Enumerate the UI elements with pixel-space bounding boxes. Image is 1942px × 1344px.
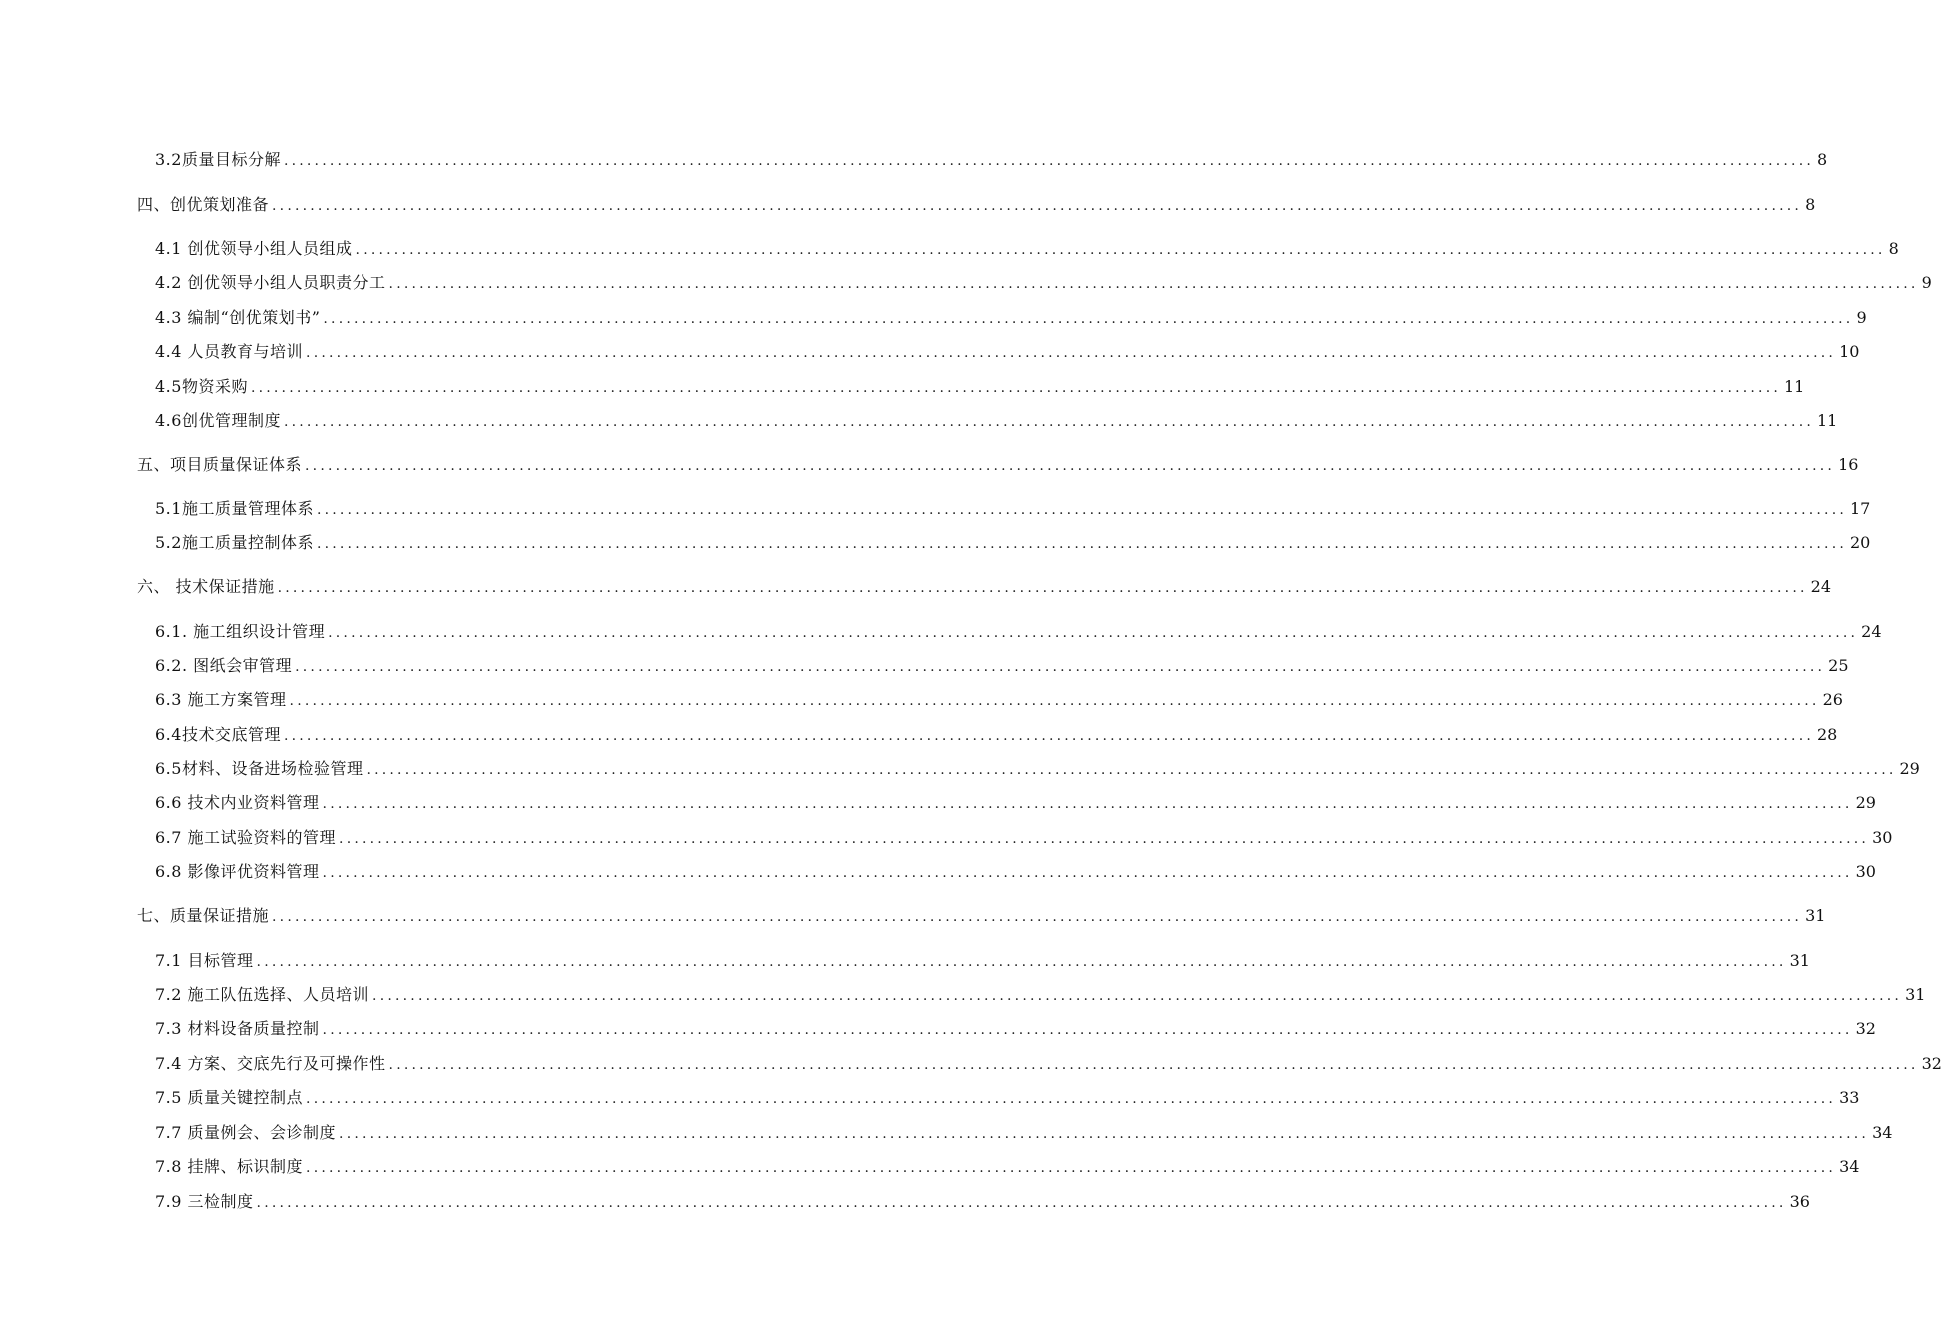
toc-entry[interactable] [155, 653, 1849, 679]
toc-dot-leader: ........................................................................................................................................................................................................ [322, 865, 1853, 881]
toc-entry[interactable] [155, 408, 1838, 434]
toc-page-number: 20 [1850, 533, 1871, 552]
toc-page-number: 32 [1855, 1019, 1876, 1038]
toc-entry[interactable] [155, 1016, 1876, 1042]
toc-dot-leader: ........................................................................................................................................................................................................ [305, 458, 1836, 474]
toc-entry[interactable] [137, 903, 1826, 929]
toc-entry[interactable] [155, 790, 1876, 816]
toc-entry[interactable] [155, 305, 1867, 331]
toc-entry-title: 7.8 挂牌、标识制度 [155, 1157, 304, 1176]
toc-dot-leader: ........................................................................................................................................................................................................ [306, 1160, 1837, 1176]
toc-entry[interactable] [137, 574, 1831, 600]
toc-entry[interactable] [155, 339, 1860, 365]
toc-entry[interactable] [155, 982, 1926, 1008]
toc-page-number: 29 [1855, 793, 1876, 812]
toc-page-number: 9 [1856, 308, 1867, 327]
toc-page-number: 30 [1872, 828, 1893, 847]
toc-dot-leader: ........................................................................................................................................................................................................ [323, 311, 1854, 327]
toc-page-number: 34 [1839, 1157, 1860, 1176]
toc-entry[interactable] [137, 192, 1816, 218]
toc-page-number: 34 [1872, 1123, 1893, 1142]
toc-entry-title: 4.3 编制“创优策划书” [155, 308, 321, 327]
toc-entry-title: 6.5材料、设备进场检验管理 [155, 759, 364, 778]
toc-entry-title: 5.1施工质量管理体系 [155, 499, 314, 518]
toc-entry-title: 6.4技术交底管理 [155, 725, 281, 744]
toc-entry-title: 7.4 方案、交底先行及可操作性 [155, 1054, 386, 1073]
toc-entry-title: 3.2质量目标分解 [155, 150, 281, 169]
toc-entry-title: 7.2 施工队伍选择、人员培训 [155, 985, 370, 1004]
toc-entry-title: 4.1 创优领导小组人员组成 [155, 239, 353, 258]
toc-dot-leader: ........................................................................................................................................................................................................ [306, 345, 1837, 361]
toc-dot-leader: ........................................................................................................................................................................................................ [388, 1057, 1919, 1073]
toc-entry[interactable] [155, 530, 1871, 556]
toc-page-number: 32 [1921, 1054, 1942, 1073]
toc-page-number: 28 [1817, 725, 1838, 744]
toc-entry[interactable] [155, 1189, 1810, 1215]
toc-entry-title: 5.2施工质量控制体系 [155, 533, 314, 552]
toc-entry[interactable] [137, 452, 1859, 478]
toc-page-number: 8 [1805, 195, 1816, 214]
toc-page-number: 9 [1921, 273, 1932, 292]
toc-entry-title: 4.6创优管理制度 [155, 411, 281, 430]
toc-entry[interactable] [155, 270, 1932, 296]
toc-entry-title: 6.7 施工试验资料的管理 [155, 828, 337, 847]
toc-dot-leader: ........................................................................................................................................................................................................ [316, 536, 1847, 552]
toc-entry-title: 五、项目质量保证体系 [137, 455, 303, 474]
toc-page-number: 36 [1789, 1192, 1810, 1211]
toc-entry-title: 7.9 三检制度 [155, 1192, 254, 1211]
toc-entry[interactable] [155, 496, 1871, 522]
toc-entry-title: 4.4 人员教育与培训 [155, 342, 304, 361]
toc-entry-title: 7.3 材料设备质量控制 [155, 1019, 320, 1038]
toc-page-number: 25 [1828, 656, 1849, 675]
toc-dot-leader: ........................................................................................................................................................................................................ [289, 693, 1820, 709]
toc-page-number: 30 [1855, 862, 1876, 881]
toc-entry-title: 7.1 目标管理 [155, 951, 254, 970]
toc-entry[interactable] [155, 948, 1810, 974]
toc-entry-title: 4.5物资采购 [155, 377, 248, 396]
toc-entry[interactable] [155, 1120, 1893, 1146]
toc-dot-leader: ........................................................................................................................................................................................................ [339, 831, 1870, 847]
toc-entry-title: 六、 技术保证措施 [137, 577, 275, 596]
toc-page-number: 24 [1861, 622, 1882, 641]
toc-entry-title: 6.3 施工方案管理 [155, 690, 287, 709]
toc-entry-title: 6.8 影像评优资料管理 [155, 862, 320, 881]
toc-entry-title: 7.7 质量例会、会诊制度 [155, 1123, 337, 1142]
toc-entry[interactable] [155, 859, 1876, 885]
toc-dot-leader: ........................................................................................................................................................................................................ [355, 242, 1886, 258]
toc-page-number: 24 [1810, 577, 1831, 596]
toc-page-number: 26 [1822, 690, 1843, 709]
toc-dot-leader: ........................................................................................................................................................................................................ [322, 796, 1853, 812]
toc-dot-leader: ........................................................................................................................................................................................................ [283, 153, 1814, 169]
toc-dot-leader: ........................................................................................................................................................................................................ [272, 909, 1803, 925]
toc-dot-leader: ........................................................................................................................................................................................................ [256, 1195, 1787, 1211]
toc-entry[interactable] [155, 1085, 1860, 1111]
toc-dot-leader: ........................................................................................................................................................................................................ [306, 1091, 1837, 1107]
toc-page-number: 17 [1850, 499, 1871, 518]
toc-page-number: 8 [1817, 150, 1828, 169]
toc-dot-leader: ........................................................................................................................................................................................................ [283, 728, 1814, 744]
toc-dot-leader: ........................................................................................................................................................................................................ [372, 988, 1903, 1004]
toc-entry-title: 四、创优策划准备 [137, 195, 270, 214]
toc-page-number: 33 [1839, 1088, 1860, 1107]
toc-dot-leader: ........................................................................................................................................................................................................ [339, 1126, 1870, 1142]
toc-page-number: 10 [1839, 342, 1860, 361]
toc-entry[interactable] [155, 756, 1920, 782]
toc-dot-leader: ........................................................................................................................................................................................................ [322, 1022, 1853, 1038]
toc-entry[interactable] [155, 374, 1805, 400]
toc-entry-title: 6.1. 施工组织设计管理 [155, 622, 326, 641]
toc-entry-title: 七、质量保证措施 [137, 906, 270, 925]
toc-entry[interactable] [155, 1051, 1942, 1077]
toc-entry[interactable] [155, 722, 1838, 748]
toc-dot-leader: ........................................................................................................................................................................................................ [283, 414, 1814, 430]
toc-dot-leader: ........................................................................................................................................................................................................ [328, 625, 1859, 641]
toc-page-number: 31 [1789, 951, 1810, 970]
toc-dot-leader: ........................................................................................................................................................................................................ [277, 580, 1808, 596]
toc-entry[interactable] [155, 1154, 1860, 1180]
toc-dot-leader: ........................................................................................................................................................................................................ [316, 502, 1847, 518]
toc-page-number: 31 [1905, 985, 1926, 1004]
toc-dot-leader: ........................................................................................................................................................................................................ [250, 380, 1781, 396]
toc-entry[interactable] [155, 619, 1882, 645]
toc-dot-leader: ........................................................................................................................................................................................................ [295, 659, 1826, 675]
toc-entry[interactable] [155, 147, 1828, 173]
toc-page-number: 16 [1838, 455, 1859, 474]
toc-entry[interactable] [155, 825, 1893, 851]
toc-dot-leader: ........................................................................................................................................................................................................ [388, 276, 1919, 292]
toc-page-number: 11 [1784, 377, 1805, 396]
toc-entry-title: 7.5 质量关键控制点 [155, 1088, 304, 1107]
toc-dot-leader: ........................................................................................................................................................................................................ [256, 954, 1787, 970]
toc-entry-title: 6.6 技术内业资料管理 [155, 793, 320, 812]
toc-entry[interactable] [155, 687, 1843, 713]
toc-page-number: 11 [1817, 411, 1838, 430]
toc-entry[interactable] [155, 236, 1899, 262]
toc-entry-title: 6.2. 图纸会审管理 [155, 656, 293, 675]
toc-page-number: 31 [1805, 906, 1826, 925]
toc-entry-title: 4.2 创优领导小组人员职责分工 [155, 273, 386, 292]
toc-dot-leader: ........................................................................................................................................................................................................ [272, 198, 1803, 214]
toc-dot-leader: ........................................................................................................................................................................................................ [366, 762, 1897, 778]
toc-page-number: 29 [1899, 759, 1920, 778]
toc-page-number: 8 [1888, 239, 1899, 258]
